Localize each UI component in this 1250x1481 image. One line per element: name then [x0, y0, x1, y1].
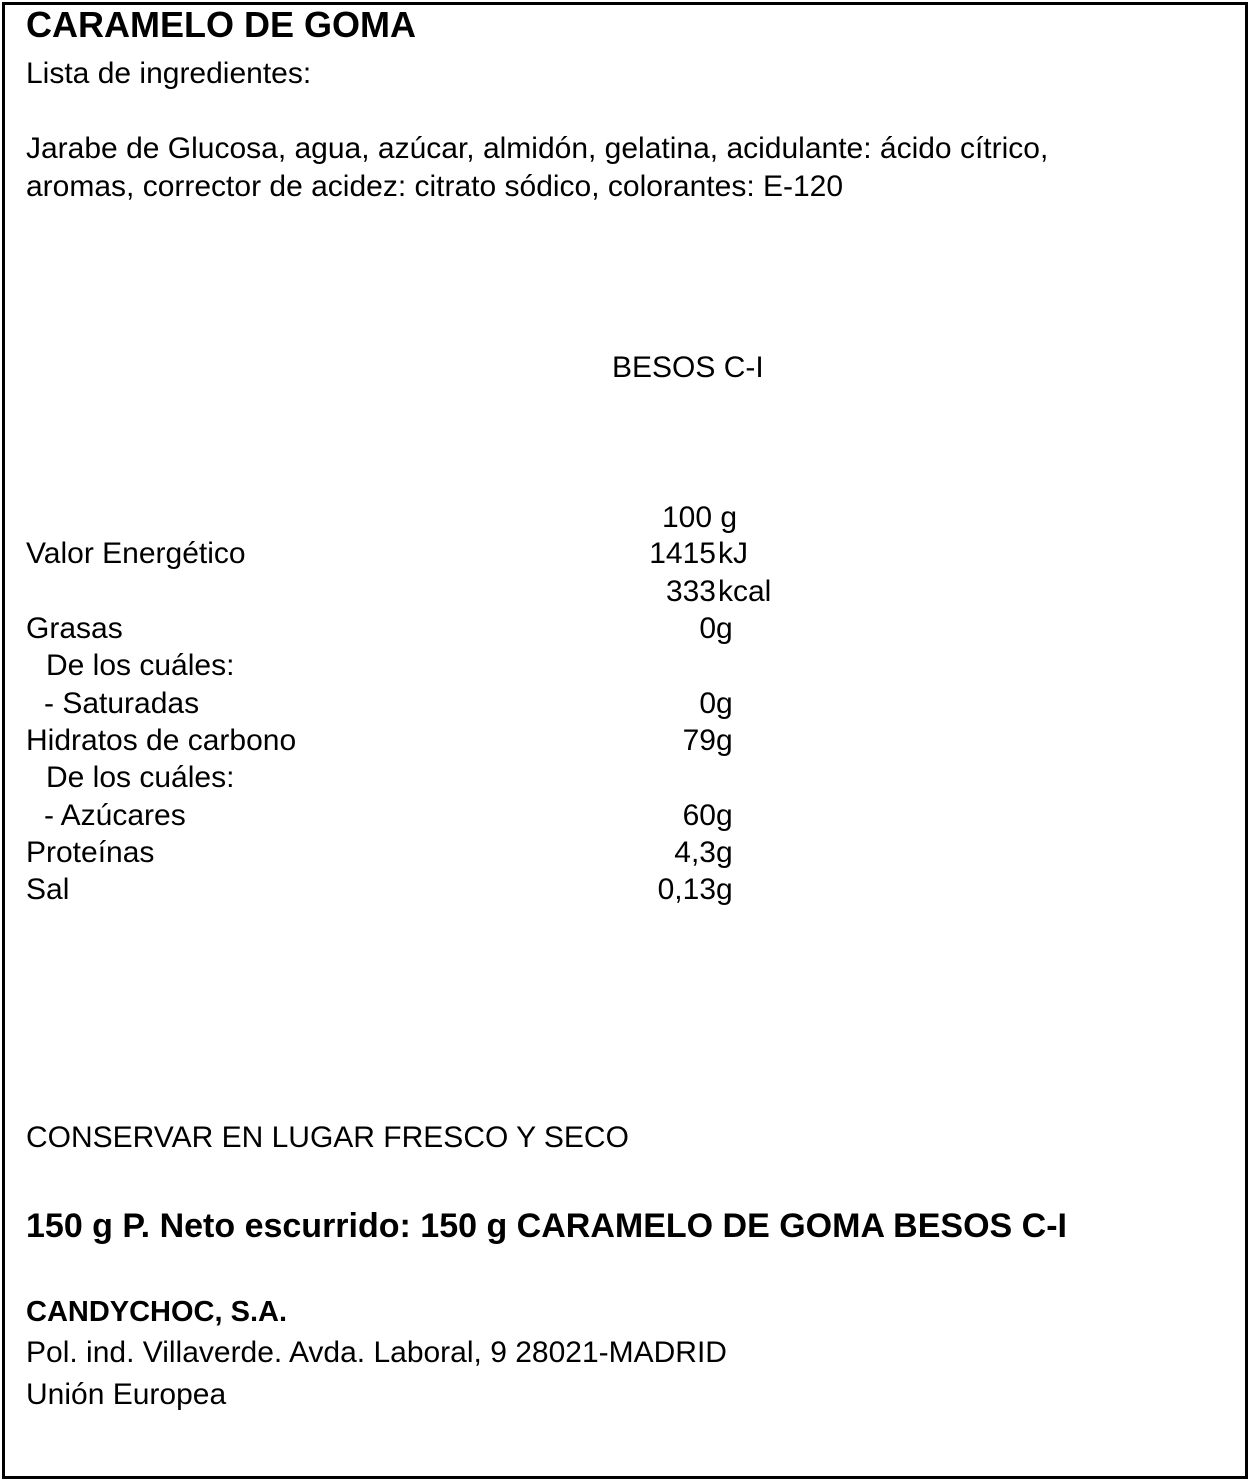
carbs-unit: g [716, 724, 733, 757]
company-region: Unión Europea [26, 1378, 227, 1411]
energy-kcal-unit: kcal [718, 575, 772, 608]
saturated-unit: g [716, 687, 733, 720]
ingredients-line-2: aromas, corrector de acidez: citrato sódico, colorantes: E-120 [26, 170, 844, 203]
per-portion-header: 100 g [662, 501, 738, 534]
protein-label: Proteínas [26, 836, 155, 869]
energy-kcal-value: 333 [665, 575, 716, 608]
fat-label: Grasas [26, 612, 123, 645]
variant-name: BESOS C-I [612, 351, 764, 384]
fat-sub-label: De los cuáles: [46, 649, 235, 682]
fat-unit: g [716, 612, 733, 645]
saturated-label: - Saturadas [44, 687, 200, 720]
energy-kj-unit: kJ [718, 537, 748, 570]
product-title: CARAMELO DE GOMA [26, 4, 416, 45]
protein-unit: g [716, 836, 733, 869]
sugars-label: - Azúcares [44, 799, 186, 832]
sugars-value: 60 [682, 799, 716, 832]
carbs-sub-label: De los cuáles: [46, 761, 235, 794]
fat-value: 0 [699, 612, 716, 645]
salt-label: Sal [26, 873, 70, 906]
energy-kj-value: 1415 [649, 537, 716, 570]
company-address: Pol. ind. Villaverde. Avda. Laboral, 9 28021-MADRID [26, 1336, 727, 1369]
sugars-unit: g [716, 799, 733, 832]
ingredients-line-1: Jarabe de Glucosa, agua, azúcar, almidón, gelatina, acidulante: ácido cítrico, [26, 132, 1049, 165]
company-name: CANDYCHOC, S.A. [26, 1296, 288, 1328]
carbs-label: Hidratos de carbono [26, 724, 297, 757]
salt-unit: g [716, 873, 733, 906]
net-weight-line: 150 g P. Neto escurrido: 150 g CARAMELO DE GOMA BESOS C-I [26, 1207, 1067, 1245]
storage-instructions: CONSERVAR EN LUGAR FRESCO Y SECO [26, 1121, 629, 1154]
ingredients-heading: Lista de ingredientes: [26, 57, 312, 90]
energy-label: Valor Energético [26, 537, 246, 570]
carbs-value: 79 [682, 724, 716, 757]
salt-value: 0,13 [657, 873, 716, 906]
saturated-value: 0 [699, 687, 716, 720]
protein-value: 4,3 [674, 836, 716, 869]
